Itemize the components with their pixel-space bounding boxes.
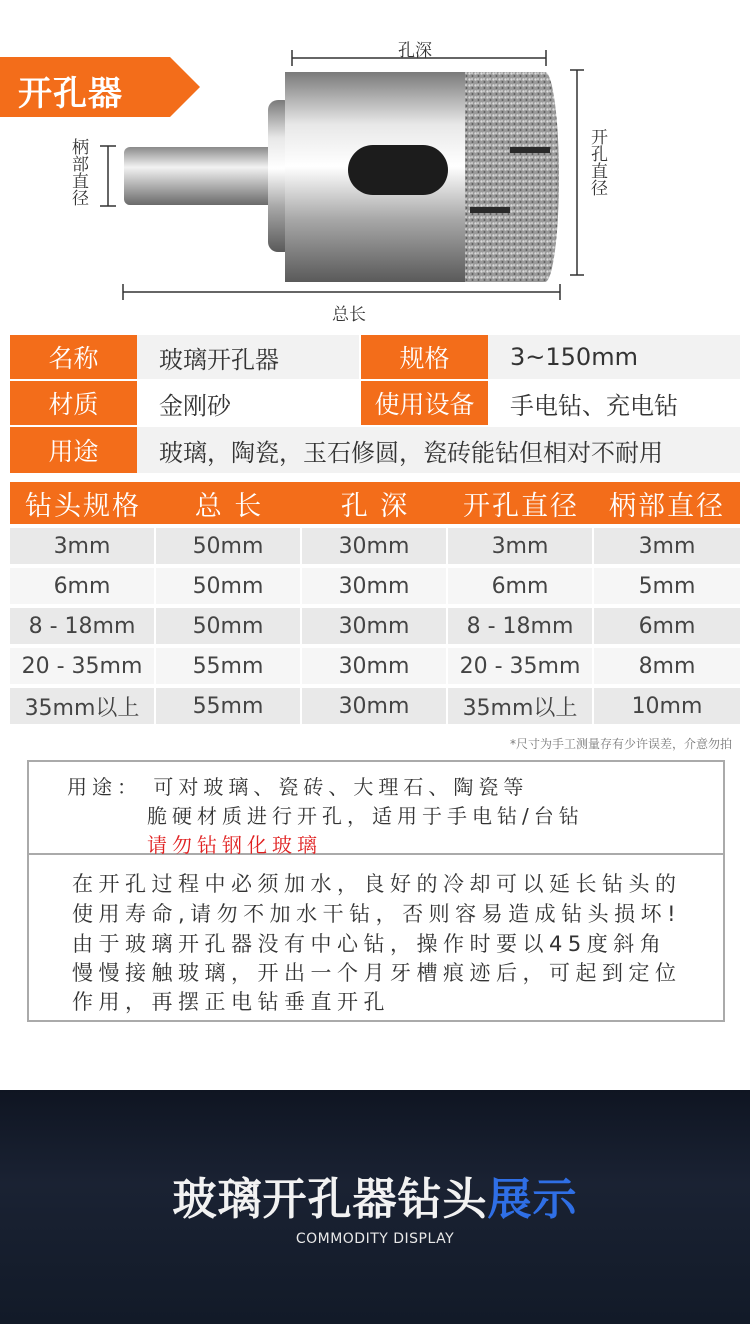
table-header: 钻头规格 [25, 490, 141, 522]
material-label: 材质 [10, 381, 137, 425]
table-cell: 8 - 18mm [448, 608, 592, 644]
table-cell: 35mm以上 [10, 688, 154, 724]
table-cell: 8mm [594, 648, 740, 684]
banner-subtitle: COMMODITY DISPLAY [295, 1231, 455, 1247]
usage-value: 玻璃，陶瓷，玉石修圆，瓷砖能钻但相对不耐用 [137, 427, 740, 473]
banner-title-highlight: 展示 [487, 1174, 578, 1225]
name-value: 玻璃开孔器 [137, 335, 359, 379]
table-cell: 30mm [302, 688, 446, 724]
hole-depth-label: 孔深 [398, 41, 432, 61]
badge-label: 开孔器 [18, 74, 123, 114]
device-value: 手电钻、充电钻 [488, 381, 740, 425]
name-label: 名称 [10, 335, 137, 379]
table-cell: 50mm [156, 608, 300, 644]
box-divider [27, 853, 725, 855]
table-cell: 8 - 18mm [10, 608, 154, 644]
shank-diameter-label: 柄部直径 [68, 138, 88, 206]
caution-line: 作用，再摆正电钻垂直开孔 [72, 990, 390, 1014]
table-header: 柄部直径 [609, 490, 725, 522]
warning-text: 请勿钻钢化玻璃 [147, 833, 322, 857]
table-cell: 3mm [10, 528, 154, 564]
table-cell: 20 - 35mm [448, 648, 592, 684]
table-cell: 55mm [156, 648, 300, 684]
banner-title-main: 玻璃开孔器钻头 [172, 1174, 488, 1225]
table-cell: 3mm [448, 528, 592, 564]
table-cell: 10mm [594, 688, 740, 724]
table-header: 总 长 [194, 490, 264, 522]
table-header: 开孔直径 [463, 490, 579, 522]
spec-label: 规格 [361, 335, 488, 379]
table-cell: 20 - 35mm [10, 648, 154, 684]
usage-line-2: 脆硬材质进行开孔，适用于手电钻/台钻 [147, 804, 584, 828]
table-cell: 6mm [448, 568, 592, 604]
hole-saw-illustration [0, 0, 750, 330]
banner-title [0, 1163, 750, 1227]
table-header: 孔 深 [340, 490, 410, 522]
caution-line: 在开孔过程中必须加水，良好的冷却可以延长钻头的 [72, 872, 682, 896]
usage-line-1: 用途： 可对玻璃、瓷砖、大理石、陶瓷等 [67, 775, 529, 799]
table-cell: 6mm [594, 608, 740, 644]
table-cell: 55mm [156, 688, 300, 724]
table-cell: 6mm [10, 568, 154, 604]
table-cell: 50mm [156, 568, 300, 604]
caution-line: 由于玻璃开孔器没有中心钻，操作时要以45度斜角 [72, 932, 667, 956]
spec-value: 3~150mm [488, 335, 740, 379]
table-cell: 30mm [302, 568, 446, 604]
table-cell: 30mm [302, 648, 446, 684]
table-cell: 35mm以上 [448, 688, 592, 724]
table-cell: 3mm [594, 528, 740, 564]
caution-line: 慢慢接触玻璃，开出一个月牙槽痕迹后，可起到定位 [72, 961, 682, 985]
device-label: 使用设备 [361, 381, 488, 425]
table-cell: 5mm [594, 568, 740, 604]
table-cell: 50mm [156, 528, 300, 564]
caution-line: 使用寿命,请勿不加水干钻，否则容易造成钻头损坏! [72, 902, 682, 926]
product-diagram [0, 0, 750, 330]
measurement-note: *尺寸为手工测量存有少许误差，介意勿拍 [509, 737, 732, 751]
usage-label: 用途 [10, 427, 137, 473]
hole-diameter-label: 开孔直径 [587, 128, 607, 196]
total-length-label: 总长 [332, 305, 366, 325]
table-cell: 30mm [302, 528, 446, 564]
table-cell: 30mm [302, 608, 446, 644]
material-value: 金刚砂 [137, 381, 359, 425]
